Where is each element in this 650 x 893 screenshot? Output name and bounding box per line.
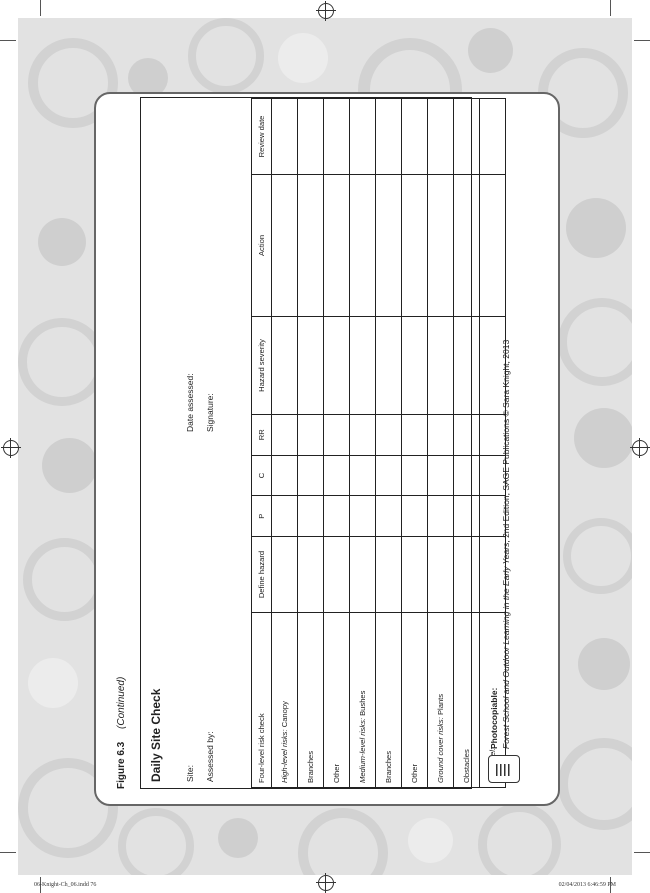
registration-mark-icon [3, 440, 19, 456]
registration-mark-icon [318, 875, 334, 891]
figure-continued: (Continued) [116, 676, 127, 729]
col-header: C [252, 455, 272, 496]
crop-mark [610, 0, 611, 16]
signature-label: Signature: [205, 393, 215, 432]
table-cell[interactable] [298, 99, 324, 175]
table-cell[interactable] [298, 414, 324, 455]
photocopy-document-icon [488, 755, 520, 783]
table-cell[interactable] [402, 99, 428, 175]
table-cell[interactable] [428, 316, 454, 414]
table-cell[interactable] [272, 455, 298, 496]
figure-caption [116, 677, 127, 789]
table-cell[interactable] [376, 174, 402, 316]
table-cell[interactable] [272, 537, 298, 613]
crop-mark [634, 40, 650, 41]
book-title: Forest School and Outdoor Learning in the Early Years [501, 542, 511, 749]
col-header: Action [252, 174, 272, 316]
table-cell[interactable] [350, 316, 376, 414]
rotated-content [110, 89, 562, 789]
table-cell[interactable] [324, 174, 350, 316]
table-cell[interactable] [376, 537, 402, 613]
table-cell[interactable] [272, 414, 298, 455]
figure-number: Figure 6.3 [116, 741, 127, 789]
risk-category-cell[interactable]: Obstacles [454, 613, 480, 788]
table-cell[interactable] [428, 174, 454, 316]
table-cell[interactable] [272, 496, 298, 537]
table-cell[interactable] [324, 455, 350, 496]
crop-mark [634, 852, 650, 853]
table-cell[interactable] [350, 537, 376, 613]
table-row [402, 99, 428, 788]
print-footer-left: 06-Knight-Ch_06.indd 76 [34, 882, 97, 888]
table-cell[interactable] [454, 414, 480, 455]
table-cell[interactable] [376, 414, 402, 455]
risk-category-cell[interactable]: Other [402, 613, 428, 788]
table-cell[interactable] [324, 99, 350, 175]
table-cell[interactable] [324, 496, 350, 537]
table-cell[interactable] [402, 455, 428, 496]
table-cell[interactable] [350, 174, 376, 316]
table-cell[interactable] [350, 414, 376, 455]
table-cell[interactable] [272, 316, 298, 414]
risk-category-cell[interactable]: Medium-level risks: Bushes [350, 613, 376, 788]
table-cell[interactable] [480, 174, 506, 316]
table-cell[interactable] [298, 455, 324, 496]
table-cell[interactable] [298, 174, 324, 316]
crop-mark [40, 0, 41, 16]
table-cell[interactable] [324, 414, 350, 455]
risk-table [251, 98, 506, 788]
table-cell[interactable] [350, 496, 376, 537]
table-row [428, 99, 454, 788]
site-check-form [140, 97, 472, 789]
risk-category-cell[interactable]: Branches [298, 613, 324, 788]
table-cell[interactable] [428, 99, 454, 175]
registration-mark-icon [632, 440, 648, 456]
table-cell[interactable] [324, 316, 350, 414]
crop-mark [0, 852, 16, 853]
photocopiable-label: Photocopiable: [489, 687, 499, 749]
table-cell[interactable] [298, 537, 324, 613]
table-header-row [252, 99, 272, 788]
table-cell[interactable] [324, 537, 350, 613]
form-title: Daily Site Check [149, 688, 163, 782]
col-header: RR [252, 414, 272, 455]
table-cell[interactable] [428, 537, 454, 613]
table-row [454, 99, 480, 788]
photocopiable-notice [488, 340, 512, 749]
table-row [324, 99, 350, 788]
table-cell[interactable] [376, 455, 402, 496]
table-cell[interactable] [454, 496, 480, 537]
table-cell[interactable] [376, 316, 402, 414]
col-header: Hazard severity [252, 316, 272, 414]
risk-category-cell[interactable]: Ground cover risks: Plants [428, 613, 454, 788]
crop-mark [0, 40, 16, 41]
table-cell[interactable] [376, 99, 402, 175]
table-cell[interactable] [402, 414, 428, 455]
date-assessed-label: Date assessed: [185, 373, 195, 432]
table-row [350, 99, 376, 788]
table-cell[interactable] [298, 496, 324, 537]
table-cell[interactable] [402, 174, 428, 316]
table-cell[interactable] [272, 99, 298, 175]
col-header: Define hazard [252, 537, 272, 613]
table-row [272, 99, 298, 788]
table-cell[interactable] [454, 537, 480, 613]
col-header: P [252, 496, 272, 537]
table-cell[interactable] [428, 496, 454, 537]
table-cell[interactable] [376, 496, 402, 537]
table-cell[interactable] [298, 316, 324, 414]
table-cell[interactable] [350, 99, 376, 175]
table-cell[interactable] [272, 174, 298, 316]
risk-category-cell[interactable]: Branches [376, 613, 402, 788]
table-row [376, 99, 402, 788]
registration-mark-icon [318, 3, 334, 19]
risk-category-cell[interactable]: High-level risks: Canopy [272, 613, 298, 788]
table-cell[interactable] [454, 455, 480, 496]
assessed-by-label: Assessed by: [205, 731, 215, 782]
table-cell[interactable] [402, 316, 428, 414]
content-card [94, 92, 560, 806]
risk-category-cell[interactable]: Other [324, 613, 350, 788]
print-footer-right: 02/04/2013 6:46:59 PM [558, 882, 616, 888]
site-label: Site: [185, 764, 195, 782]
table-cell[interactable] [428, 455, 454, 496]
table-row [298, 99, 324, 788]
table-cell[interactable] [454, 316, 480, 414]
table-cell[interactable] [454, 174, 480, 316]
table-cell[interactable] [454, 99, 480, 175]
table-cell[interactable] [428, 414, 454, 455]
copyright-text: , 2nd Edition, SAGE Publications © Sara Knight, 2013 [501, 339, 511, 543]
table-cell[interactable] [402, 496, 428, 537]
table-cell[interactable] [350, 455, 376, 496]
col-header: Four-level risk check [252, 613, 272, 788]
table-cell[interactable] [480, 99, 506, 175]
col-header: Review date [252, 99, 272, 175]
table-cell[interactable] [402, 537, 428, 613]
